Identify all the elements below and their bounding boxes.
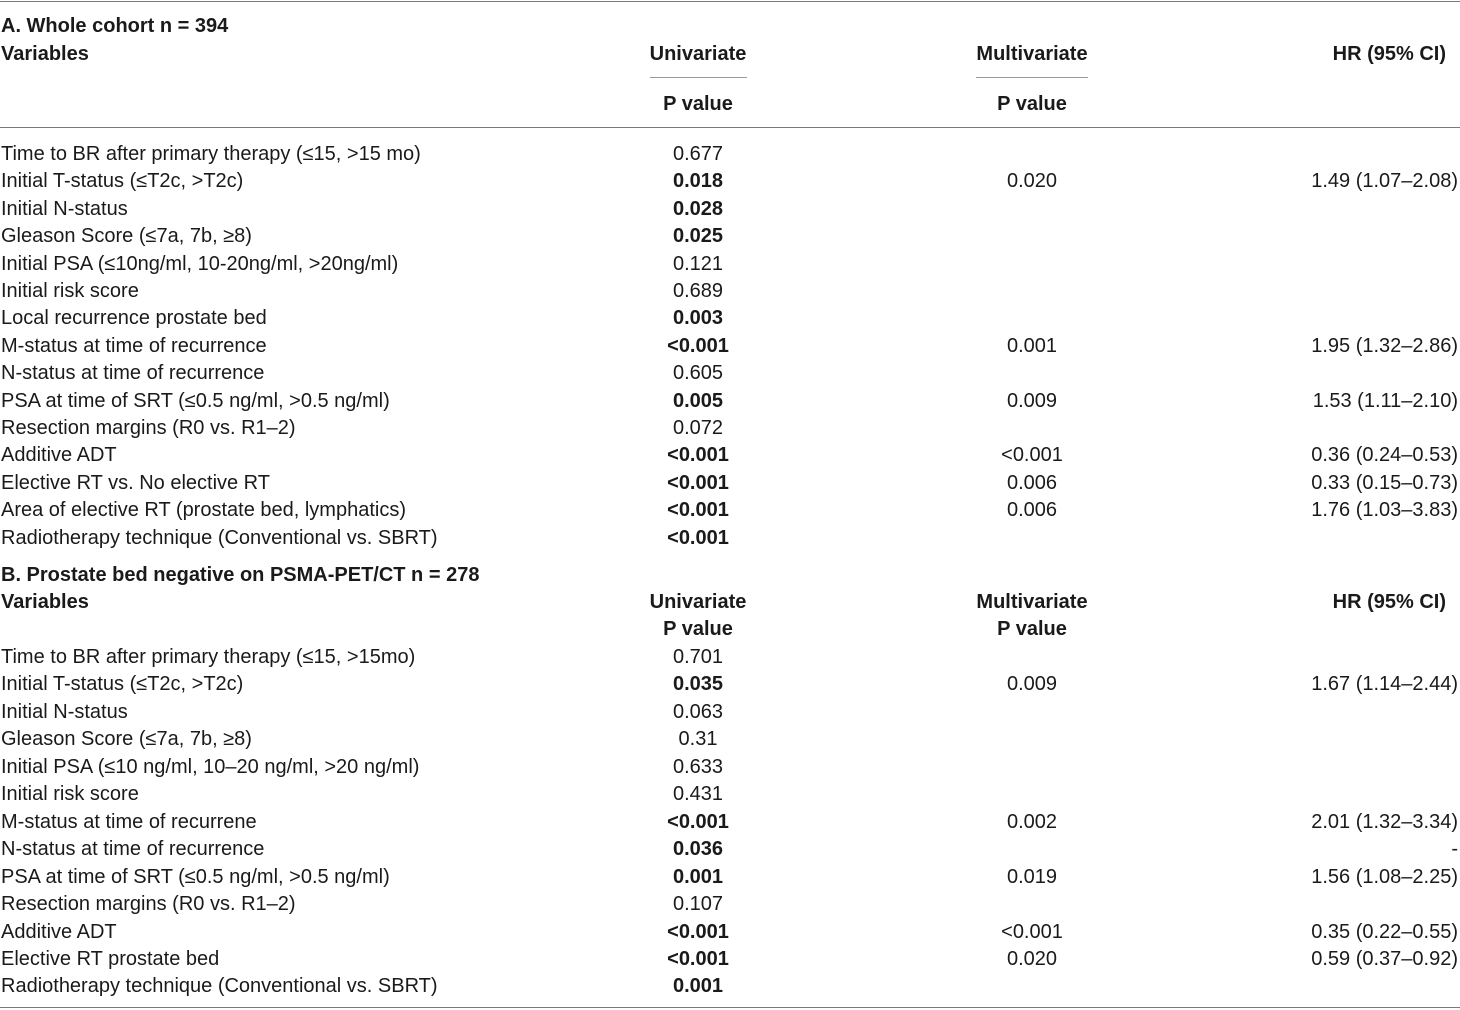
variable-cell: Gleason Score (≤7a, 7b, ≥8) [1, 225, 252, 248]
variable-cell: Time to BR after primary therapy (≤15, >15 mo) [1, 143, 421, 165]
variable-cell: Additive ADT [1, 444, 117, 467]
univariate-p-cell: 0.028 [672, 197, 724, 220]
variable-cell: Initial risk score [1, 280, 139, 302]
variable-cell: Radiotherapy technique (Conventional vs. SBRT) [1, 975, 438, 998]
univariate-p-cell: 0.003 [672, 307, 724, 330]
variable-cell: Initial T-status (≤T2c, >T2c) [1, 673, 244, 696]
univariate-p-cell: 0.018 [672, 170, 724, 193]
variable-cell: PSA at time of SRT (≤0.5 ng/ml, >0.5 ng/ml) [1, 389, 390, 412]
variable-cell: Time to BR after primary therapy (≤15, >15mo) [1, 646, 416, 668]
variable-cell: N-status at time of recurrence [1, 838, 265, 861]
variable-cell: Initial PSA (≤10ng/ml, 10-20ng/ml, >20ng/ml) [1, 252, 399, 275]
hr-ci-cell: 0.33 (0.15–0.73) [1311, 471, 1458, 494]
section-b-hr-header: HR (95% CI) [1332, 591, 1446, 613]
variable-cell: Initial PSA (≤10 ng/ml, 10–20 ng/ml, >20 ng/ml) [1, 755, 420, 778]
univariate-p-cell: 0.689 [672, 280, 724, 302]
multivariate-p-cell: 0.006 [1006, 471, 1058, 494]
univariate-p-cell: 0.431 [672, 783, 724, 806]
univariate-p-cell: <0.001 [667, 444, 729, 467]
header-rule [0, 127, 1460, 128]
univariate-p-cell: 0.677 [672, 143, 724, 165]
univariate-p-cell: 0.701 [672, 646, 724, 668]
variable-cell: Gleason Score (≤7a, 7b, ≥8) [1, 728, 252, 751]
variable-cell: N-status at time of recurrence [1, 362, 265, 385]
univariate-p-cell: 0.31 [678, 728, 718, 751]
section-b-multivariate-header: Multivariate [976, 591, 1088, 613]
hr-ci-cell: 0.59 (0.37–0.92) [1311, 947, 1458, 970]
multivariate-p-cell: 0.006 [1006, 499, 1058, 522]
multivariate-p-cell: 0.002 [1006, 810, 1058, 833]
multivariate-underline [976, 77, 1088, 78]
hr-ci-cell: - [1451, 838, 1458, 861]
univariate-p-cell: 0.072 [672, 417, 724, 439]
variable-cell: Initial N-status [1, 700, 128, 723]
univariate-p-cell: 0.633 [672, 755, 724, 778]
bottom-rule [0, 1007, 1460, 1008]
variable-cell: Elective RT prostate bed [1, 947, 220, 970]
section-b-multivariate-pvalue-header: P value [997, 618, 1067, 640]
univariate-p-cell: 0.063 [672, 700, 724, 723]
variable-cell: Elective RT vs. No elective RT [1, 471, 270, 494]
univariate-p-cell: 0.001 [672, 975, 724, 998]
univariate-p-cell: 0.605 [672, 362, 724, 385]
multivariate-p-cell: 0.020 [1006, 947, 1058, 970]
hr-ci-cell: 2.01 (1.32–3.34) [1311, 810, 1458, 833]
hr-ci-cell: 1.67 (1.14–2.44) [1311, 673, 1458, 696]
section-b-title: B. Prostate bed negative on PSMA-PET/CT n = 278 [1, 564, 480, 586]
univariate-p-cell: 0.107 [672, 893, 724, 916]
univariate-p-cell: <0.001 [667, 920, 729, 943]
variable-cell: M-status at time of recurrence [1, 334, 267, 357]
top-rule [0, 1, 1460, 2]
variable-cell: Initial risk score [1, 783, 139, 806]
univariate-p-cell: <0.001 [667, 526, 729, 549]
variable-cell: Radiotherapy technique (Conventional vs. SBRT) [1, 526, 438, 549]
variable-cell: Additive ADT [1, 920, 117, 943]
univariate-p-cell: 0.121 [672, 252, 724, 275]
univariate-p-cell: 0.005 [672, 389, 724, 412]
univariate-p-cell: 0.001 [672, 865, 724, 888]
hr-ci-cell: 0.36 (0.24–0.53) [1311, 444, 1458, 467]
variable-cell: Initial T-status (≤T2c, >T2c) [1, 170, 244, 193]
section-a-univariate-header: Univariate [649, 43, 747, 65]
variable-cell: Initial N-status [1, 197, 128, 220]
section-b-univariate-pvalue-header: P value [663, 618, 733, 640]
univariate-p-cell: 0.025 [672, 225, 724, 248]
univariate-p-cell: 0.035 [672, 673, 724, 696]
univariate-p-cell: <0.001 [667, 334, 729, 357]
hr-ci-cell: 1.56 (1.08–2.25) [1311, 865, 1458, 888]
hr-ci-cell: 1.49 (1.07–2.08) [1311, 170, 1458, 193]
variable-cell: Resection margins (R0 vs. R1–2) [1, 417, 296, 439]
hr-ci-cell: 1.76 (1.03–3.83) [1311, 499, 1458, 522]
section-b-variables-header: Variables [1, 591, 89, 613]
variable-cell: Local recurrence prostate bed [1, 307, 267, 330]
univariate-underline [650, 77, 747, 78]
hr-ci-cell: 1.95 (1.32–2.86) [1311, 334, 1458, 357]
section-a-variables-header: Variables [1, 43, 89, 65]
univariate-p-cell: <0.001 [667, 810, 729, 833]
multivariate-p-cell: 0.009 [1006, 389, 1058, 412]
hr-ci-cell: 1.53 (1.11–2.10) [1312, 389, 1458, 412]
variable-cell: Resection margins (R0 vs. R1–2) [1, 893, 296, 916]
univariate-p-cell: <0.001 [667, 947, 729, 970]
univariate-p-cell: <0.001 [667, 471, 729, 494]
section-b-univariate-header: Univariate [649, 591, 747, 613]
section-a-univariate-pvalue-header: P value [663, 93, 733, 115]
hr-ci-cell: 0.35 (0.22–0.55) [1311, 920, 1458, 943]
variable-cell: PSA at time of SRT (≤0.5 ng/ml, >0.5 ng/ml) [1, 865, 390, 888]
multivariate-p-cell: 0.009 [1006, 673, 1058, 696]
variable-cell: M-status at time of recurrene [1, 810, 257, 833]
multivariate-p-cell: <0.001 [1001, 920, 1063, 943]
multivariate-p-cell: 0.019 [1006, 865, 1058, 888]
multivariate-p-cell: <0.001 [1001, 444, 1063, 467]
section-a-multivariate-pvalue-header: P value [997, 93, 1067, 115]
multivariate-p-cell: 0.020 [1006, 170, 1058, 193]
variable-cell: Area of elective RT (prostate bed, lymphatics) [1, 499, 406, 522]
univariate-p-cell: 0.036 [672, 838, 724, 861]
multivariate-p-cell: 0.001 [1006, 334, 1058, 357]
section-a-hr-header: HR (95% CI) [1332, 43, 1446, 65]
section-a-title: A. Whole cohort n = 394 [1, 15, 229, 37]
univariate-p-cell: <0.001 [667, 499, 729, 522]
section-a-multivariate-header: Multivariate [976, 43, 1088, 65]
